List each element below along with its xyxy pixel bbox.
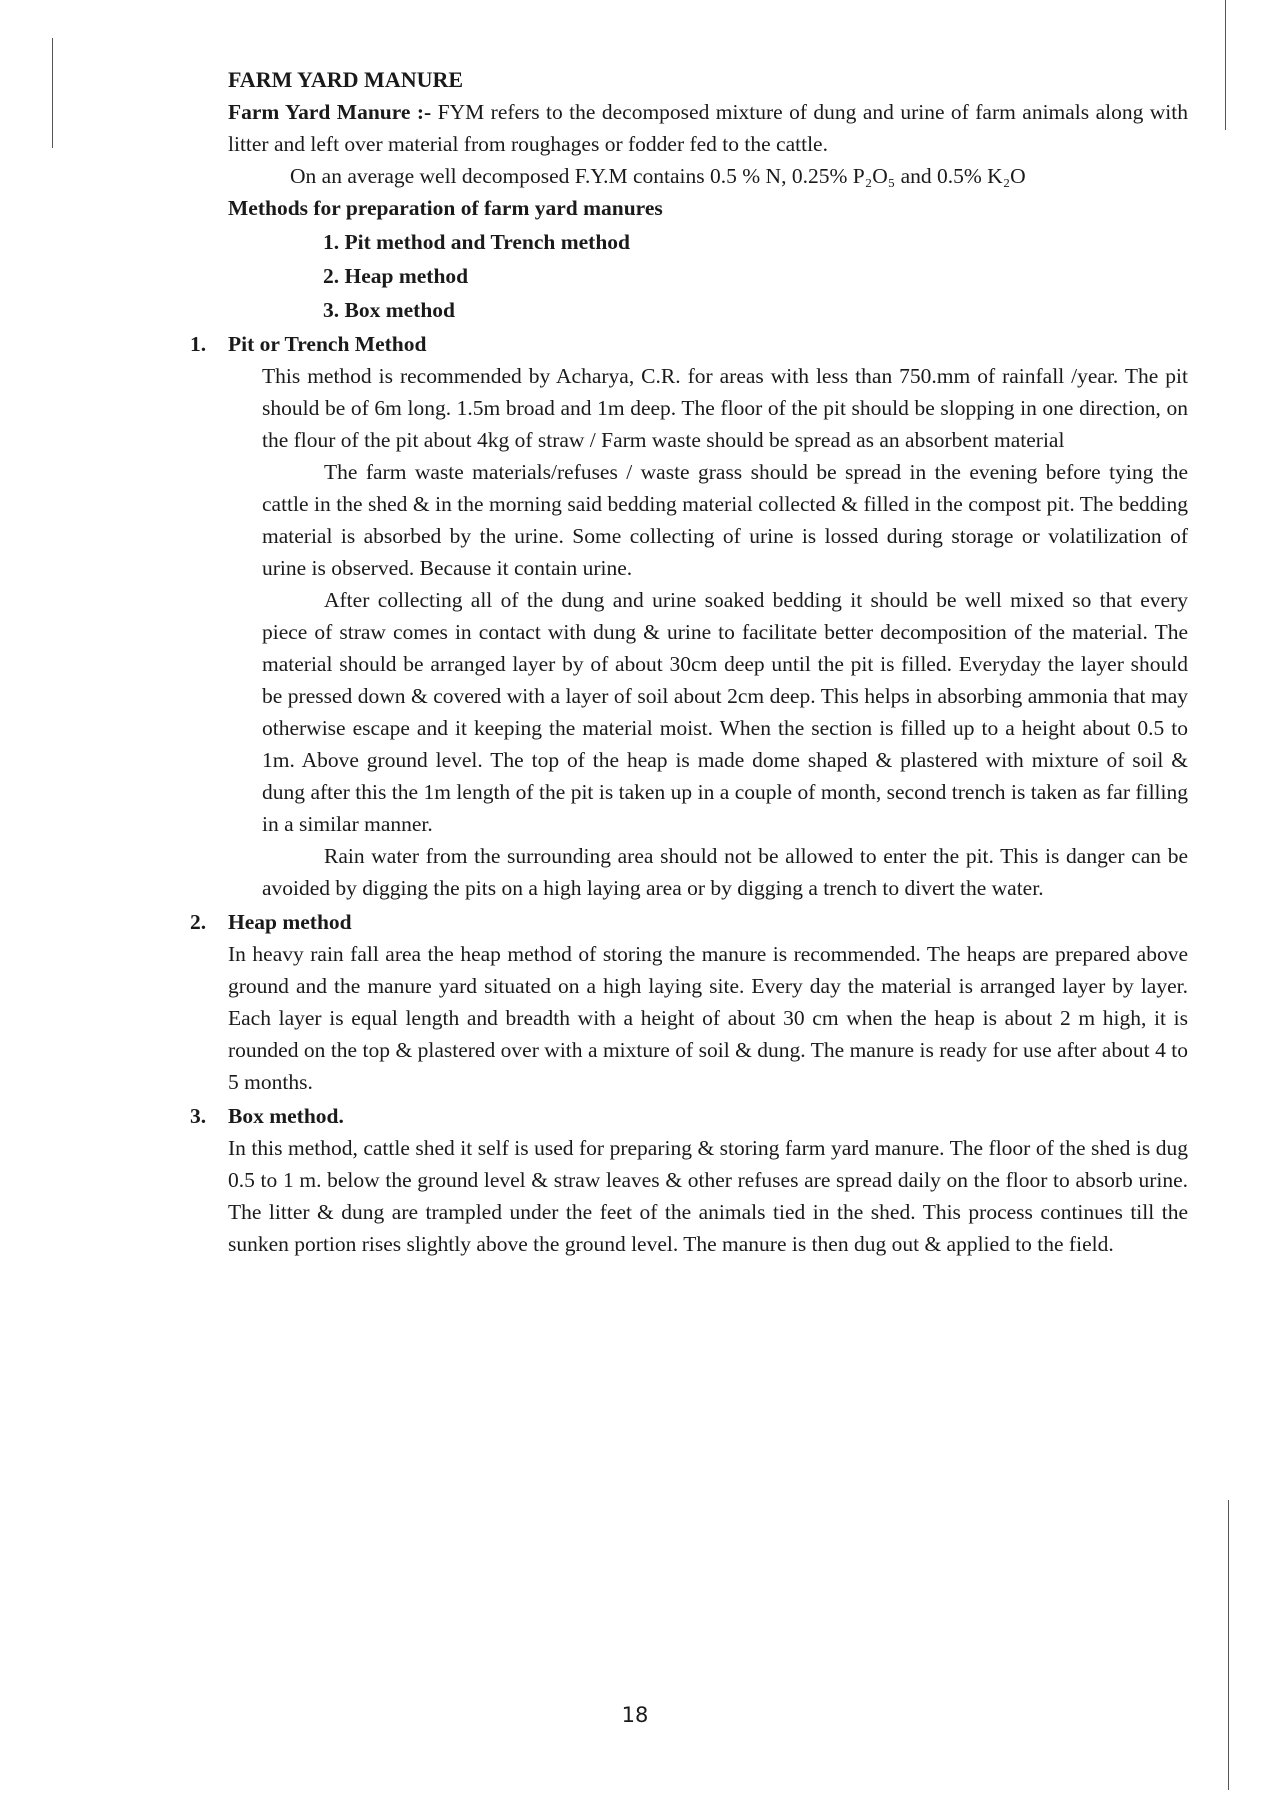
methods-list-item: 3. Box method bbox=[323, 298, 455, 322]
scan-edge-line bbox=[1228, 1500, 1229, 1790]
paragraph: Rain water from the surrounding area should not be allowed to enter the pit. This is danger can be avoided by digging the pits on a high laying area or by digging a trench to divert the water. bbox=[262, 844, 1188, 900]
paragraph: After collecting all of the dung and urine soaked bedding it should be well mixed so that every piece of straw comes in contact with dung & urine to facilitate better decomposition of the material. The material should be arranged layer by of about 30cm deep until the pit is filled. Everyday the layer should be pressed down & covered with a layer of soil about 2cm deep. This helps in absorbing ammonia that may otherwise escape and it keeping the material moist. When the section is filled up to a height about 0.5 to 1m. Above ground level. The top of the heap is made dome shaped & plastered with mixture of soil & dung after this the 1m length of the pit is taken up in a couple of month, second trench is taken as far filling in a similar manner. bbox=[262, 588, 1188, 836]
paragraph: This method is recommended by Acharya, C.R. for areas with less than 750.mm of rainfall /year. The pit should be of 6m long. 1.5m broad and 1m deep. The floor of the pit should be slopping in one direction, on the flour of the pit about 4kg of straw / Farm waste should be spread as an absorbent material bbox=[262, 364, 1188, 452]
scan-edge-line bbox=[52, 38, 53, 148]
section-title: Box method. bbox=[228, 1104, 344, 1128]
section-heading bbox=[190, 328, 1188, 360]
paragraph: The farm waste materials/refuses / waste grass should be spread in the evening before tying the cattle in the shed & in the morning said bedding material collected & filled in the compost pit. The bedding material is absorbed by the urine. Some collecting of urine is lossed during storage or volatilization of urine is observed. Because it contain urine. bbox=[262, 460, 1188, 580]
section-number: 2. bbox=[190, 910, 207, 934]
section-heap-method bbox=[190, 906, 1188, 1098]
section-heading bbox=[190, 1100, 1188, 1132]
section-body bbox=[262, 360, 1188, 904]
section-number: 1. bbox=[190, 332, 207, 356]
methods-list bbox=[323, 226, 1188, 326]
section-title: Pit or Trench Method bbox=[228, 332, 427, 356]
scan-edge-line bbox=[1225, 0, 1226, 130]
paragraph: In this method, cattle shed it self is used for preparing & storing farm yard manure. The floor of the shed is dug 0.5 to 1 m. below the ground level & straw leaves & other refuses are spread daily on the floor to absorb urine. The litter & dung are trampled under the feet of the animals tied in the shed. This process continues till the sunken portion rises slightly above the ground level. The manure is then dug out & applied to the field. bbox=[228, 1136, 1188, 1256]
section-number: 3. bbox=[190, 1104, 207, 1128]
paragraph: In heavy rain fall area the heap method of storing the manure is recommended. The heaps are prepared above ground and the manure yard situated on a high laying site. Every day the material is arranged layer by layer. Each layer is equal length and breadth with a height of about 30 cm when the heap is about 2 m high, it is rounded on the top & plastered over with a mixture of soil & dung. The manure is ready for use after about 4 to 5 months. bbox=[228, 942, 1188, 1094]
document-body bbox=[190, 64, 1188, 1260]
section-body bbox=[228, 938, 1188, 1098]
methods-list-item: 2. Heap method bbox=[323, 264, 469, 288]
section-heading bbox=[190, 906, 1188, 938]
methods-list-item: 1. Pit method and Trench method bbox=[323, 230, 630, 254]
section-title: Heap method bbox=[228, 910, 352, 934]
section-pit-method bbox=[190, 328, 1188, 904]
intro-label: Farm Yard Manure :- bbox=[228, 100, 432, 124]
page-number: 18 bbox=[621, 1703, 649, 1727]
methods-heading: Methods for preparation of farm yard manures bbox=[228, 196, 663, 220]
composition-line: On an average well decomposed F.Y.M contains 0.5 % N, 0.25% P₂O₅ and 0.5% K₂O bbox=[290, 164, 1026, 188]
section-box-method bbox=[190, 1100, 1188, 1260]
section-body bbox=[228, 1132, 1188, 1260]
intro-paragraph bbox=[228, 96, 1188, 160]
page-title: FARM YARD MANURE bbox=[228, 67, 464, 92]
intro-text: FYM refers to the decomposed mixture of dung and urine of farm animals along with litter and left over material from roughages or fodder fed to the cattle. bbox=[228, 100, 1188, 156]
